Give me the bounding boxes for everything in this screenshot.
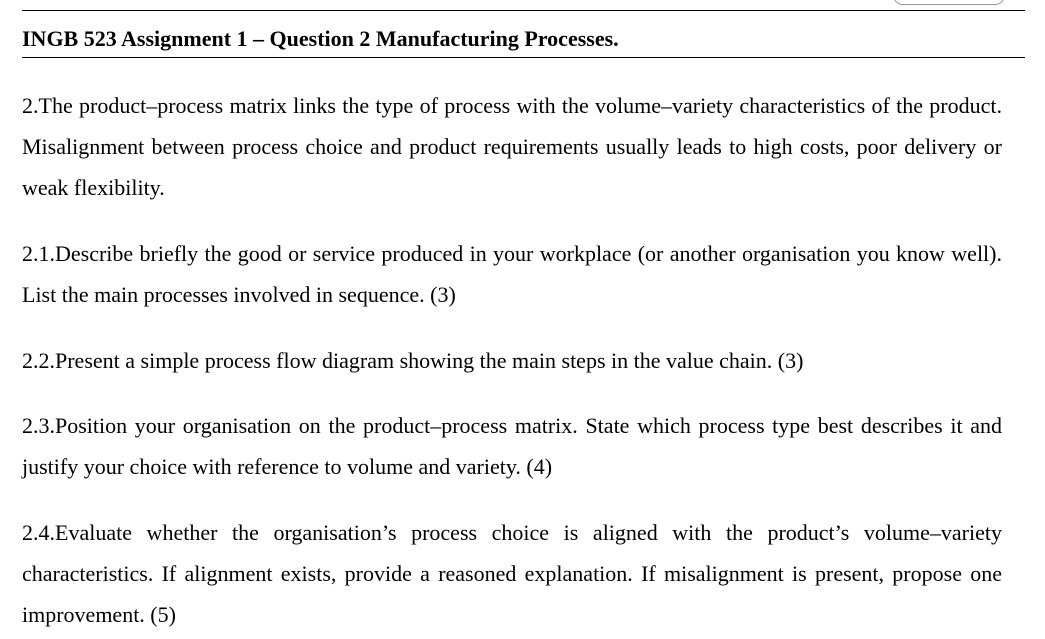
question-part-2-2: 2.2.Present a simple process flow diagram showing the main steps in the value chain. (3) xyxy=(22,348,804,373)
top-rule xyxy=(22,10,1025,11)
question-part-2-4: 2.4.Evaluate whether the organisation’s process choice is aligned with the product’s volume–variety characteristics. If alignment exists, provide a reasoned explanation. If misalignment is present, propose one improvement. (5) xyxy=(22,520,1002,627)
page-corner-mark xyxy=(893,0,1005,5)
question-part-2-3: 2.3.Position your organisation on the product–process matrix. State which process type best describes it and justify your choice with reference to volume and variety. (4) xyxy=(22,413,1002,479)
question-intro: 2.The product–process matrix links the type of process with the volume–variety characteristics of the product. Misalignment between process choice and product requirements usually leads to high costs, poor delivery or weak flexibility. xyxy=(22,93,1002,200)
question-part-2-1: 2.1.Describe briefly the good or service produced in your workplace (or another organisation you know well). List the main processes involved in sequence. (3) xyxy=(22,241,1002,307)
header-rule xyxy=(22,57,1025,58)
page-title: INGB 523 Assignment 1 – Question 2 Manufacturing Processes. xyxy=(22,26,619,51)
